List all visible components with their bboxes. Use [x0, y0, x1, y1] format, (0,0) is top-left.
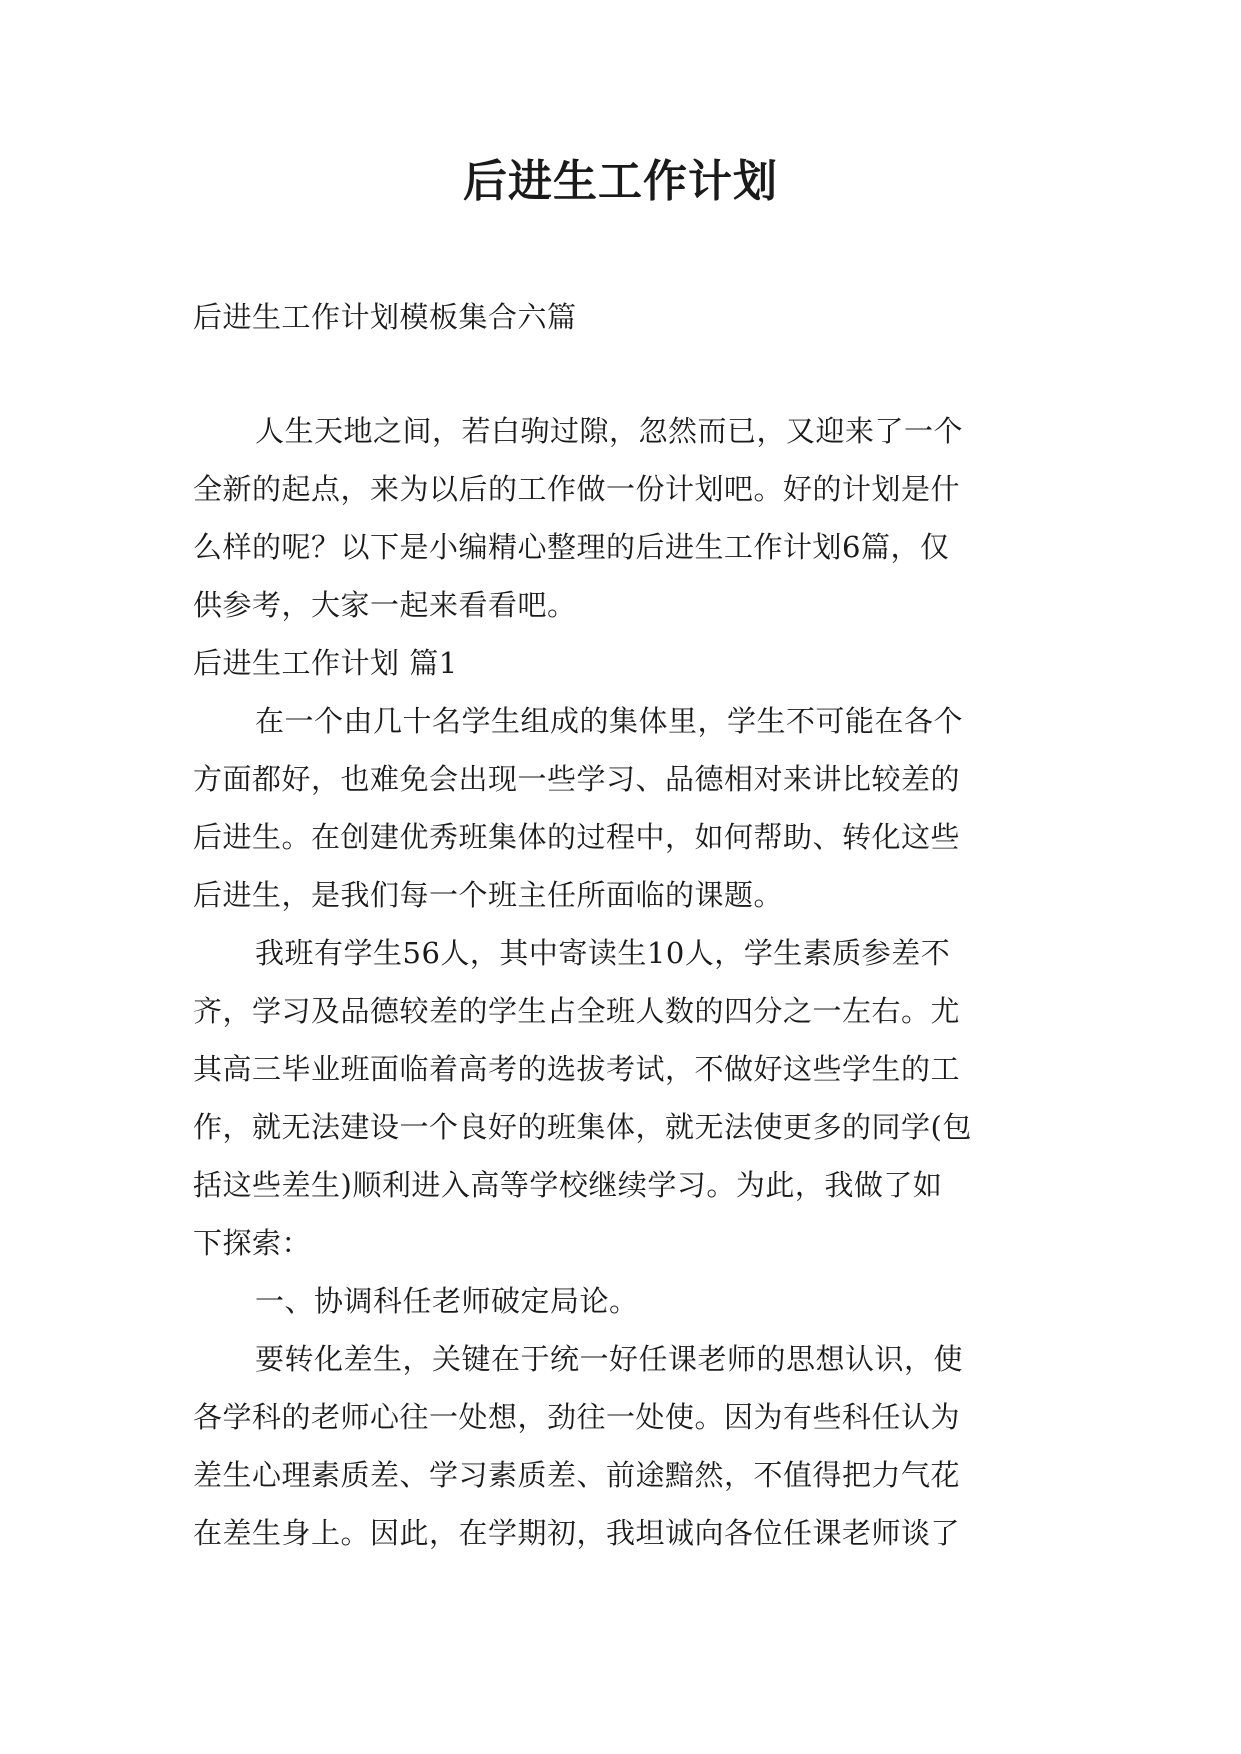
- body-line: 我班有学生56人，其中寄读生10人，学生素质参差不: [255, 936, 951, 970]
- document-subtitle-block: [193, 288, 1073, 346]
- body-line: 后进生工作计划 篇1: [193, 646, 458, 680]
- body-line: 其高三毕业班面临着高考的选拔考试，不做好这些学生的工: [193, 1052, 961, 1086]
- body-line: 后进生，是我们每一个班主任所面临的课题。: [193, 878, 784, 912]
- body-line: 各学科的老师心往一处想，劲往一处使。因为有些科任认为: [193, 1400, 961, 1434]
- body-line: 供参考，大家一起来看看吧。: [193, 588, 577, 622]
- body-line: 后进生。在创建优秀班集体的过程中，如何帮助、转化这些: [193, 820, 961, 854]
- body-line: 作，就无法建设一个良好的班集体，就无法使更多的同学(包: [193, 1110, 972, 1144]
- body-line: 齐，学习及品德较差的学生占全班人数的四分之一左右。尤: [193, 994, 961, 1028]
- body-line: 要转化差生，关键在于统一好任课老师的思想认识，使: [255, 1342, 964, 1376]
- body-line: 一、协调科任老师破定局论。: [255, 1284, 639, 1318]
- document-body: [193, 402, 1073, 1562]
- body-line: 么样的呢？以下是小编精心整理的后进生工作计划6篇，仅: [193, 530, 950, 564]
- body-line: 在一个由几十名学生组成的集体里，学生不可能在各个: [255, 704, 964, 738]
- body-line: 方面都好，也难免会出现一些学习、品德相对来讲比较差的: [193, 762, 961, 796]
- body-line: 人生天地之间，若白驹过隙，忽然而已，又迎来了一个: [255, 414, 964, 448]
- body-line: 在差生身上。因此，在学期初，我坦诚向各位任课老师谈了: [193, 1516, 961, 1550]
- body-line: 下探索：: [193, 1226, 312, 1260]
- document-title: 后进生工作计划: [463, 156, 778, 207]
- body-line: 括这些差生)顺利进入高等学校继续学习。为此，我做了如: [193, 1168, 943, 1202]
- body-line: 全新的起点，来为以后的工作做一份计划吧。好的计划是什: [193, 472, 961, 506]
- document-subtitle: 后进生工作计划模板集合六篇: [193, 300, 577, 334]
- body-line: 差生心理素质差、学习素质差、前途黯然，不值得把力气花: [193, 1458, 961, 1492]
